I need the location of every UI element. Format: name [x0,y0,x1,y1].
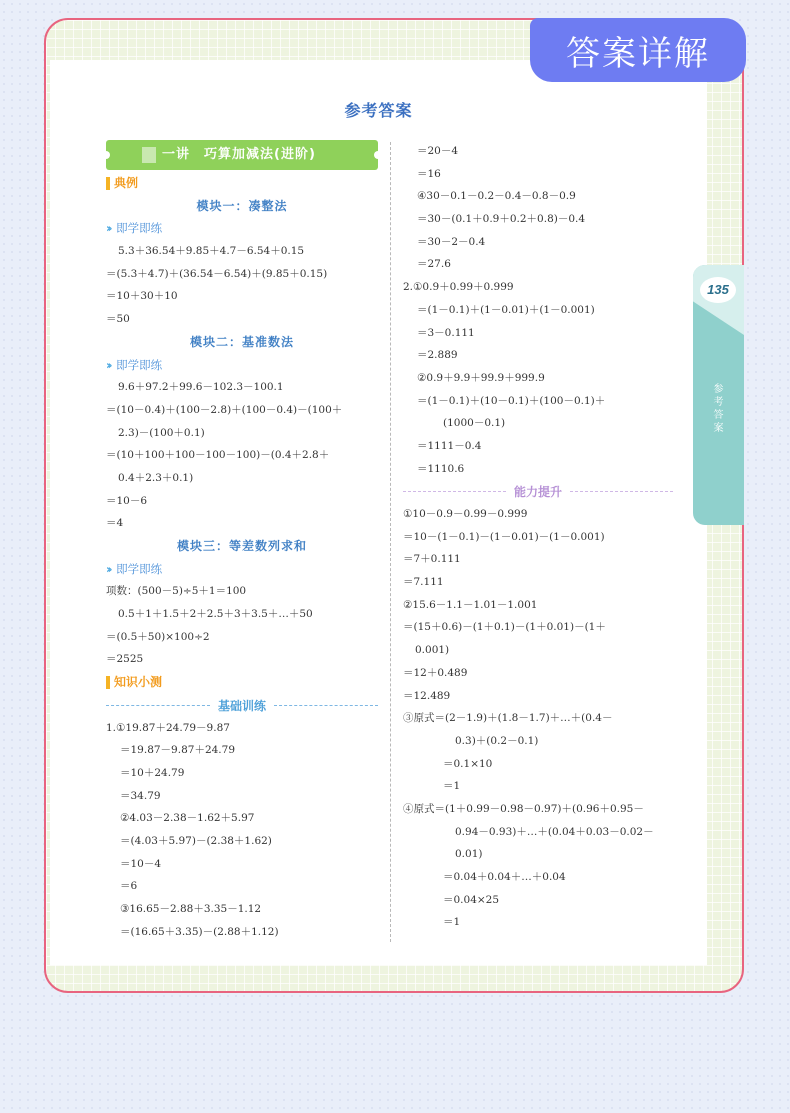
practice-label: ›› 即学即练 [106,561,163,576]
chevron-right-icon: ›› [106,561,110,576]
solution-line: ＝1111－0.4 [417,439,482,452]
solution-line: ＝(10＋100＋100－100－100)－(0.4＋2.8＋ [106,449,330,462]
side-tab [693,265,744,525]
solution-line: ＝4 [106,517,124,530]
ability-divider: 能力提升 [403,480,673,503]
solution-line: ＝30－2－0.4 [417,235,486,248]
left-column [106,140,378,943]
answer-detail-banner: 答案详解 [530,18,746,82]
solution-line: ＝0.04＋0.04＋…＋0.04 [443,871,566,883]
solution-line: 9.6＋97.2＋99.6－102.3－100.1 [118,381,284,394]
module-title: 模块三：等差数列求和 [176,539,307,553]
solution-line: ④原式＝(1＋0.99－0.98－0.97)＋(0.96＋0.95－ [403,802,644,815]
solution-line: ＝6 [120,880,138,893]
solution-line: ＝(10－0.4)＋(100－2.8)＋(100－0.4)－(100＋ [106,403,343,416]
chevron-right-icon: ›› [106,357,110,372]
solution-line: ＝3－0.111 [417,326,475,339]
solution-line: ＝0.1×10 [443,757,493,770]
solution-line: ＝2525 [106,653,144,666]
right-column [403,140,673,934]
solution-line: ＝1110.6 [417,462,465,475]
solution-line: ＝30－(0.1＋0.9＋0.2＋0.8)－0.4 [417,213,586,226]
basic-training-divider: 基础训练 [106,694,378,717]
page-number: 135 [700,277,736,303]
solution-line: ＝(1－0.1)＋(10－0.1)＋(100－0.1)＋ [417,394,606,407]
solution-line: ＝16 [417,167,441,180]
chapter-title: 一讲 巧算加减法(进阶) [162,147,316,162]
side-tab-label: 参 考 答 案 [713,384,724,434]
column-divider [390,142,391,942]
solution-line: ＝10－(1－0.1)－(1－0.01)－(1－0.001) [403,530,605,543]
solution-line: ＝2.889 [417,349,458,362]
solution-line: ＝1 [443,916,461,929]
solution-line: ＝34.79 [120,789,161,802]
solution-line: ＝(4.03＋5.97)－(2.38＋1.62) [120,834,272,847]
solution-line: 0.94－0.93)＋…＋(0.04＋0.03－0.02－ [455,825,654,838]
section-dianli: 典例 [106,172,378,195]
solution-line: 1.①19.87＋24.79－9.87 [106,721,230,734]
solution-line: ②0.9＋9.9＋99.9＋999.9 [417,371,545,384]
solution-line: ④30－0.1－0.2－0.4－0.8－0.9 [417,190,576,203]
solution-line: ＝12＋0.489 [403,666,468,679]
solution-line: 0.3)＋(0.2－0.1) [455,734,539,747]
solution-line: ＝20－4 [417,145,459,157]
practice-label: ›› 即学即练 [106,221,163,236]
solution-line: 0.01) [455,848,483,861]
solution-line: ＝1 [443,780,461,793]
solution-line: 0.4＋2.3＋0.1) [118,471,194,484]
solution-line: 0.001) [415,644,450,657]
chapter-header [106,140,378,170]
solution-line: ＝(15＋0.6)－(1＋0.1)－(1＋0.01)－(1＋ [403,621,606,634]
solution-line: ＝10＋30＋10 [106,290,178,303]
solution-line: ＝7＋0.111 [403,553,461,566]
solution-line: ③16.65－2.88＋3.35－1.12 [120,903,262,915]
solution-line: ③原式＝(2－1.9)＋(1.8－1.7)＋…＋(0.4－ [403,712,613,725]
solution-line: ＝27.6 [417,258,451,271]
solution-line: ＝7.111 [403,576,444,589]
page-title: 参考答案 [344,101,413,120]
solution-line: ＝(1－0.1)＋(1－0.01)＋(1－0.001) [417,303,595,316]
solution-line: 0.5＋1＋1.5＋2＋2.5＋3＋3.5＋…＋50 [118,608,313,621]
solution-line: ＝50 [106,313,130,326]
solution-line: 5.3＋36.54＋9.85＋4.7－6.54＋0.15 [118,245,305,258]
solution-line: ＝(0.5＋50)×100÷2 [106,630,210,643]
solution-line: ＝10＋24.79 [120,766,185,779]
solution-line: ＝(16.65＋3.35)－(2.88＋1.12) [120,925,279,938]
solution-line: ＝10－6 [106,494,148,507]
solution-line: ＝19.87－9.87＋24.79 [120,744,235,757]
module-title: 模块一：凑整法 [196,198,288,213]
solution-line: 2.3)－(100＋0.1) [118,426,205,439]
solution-line: ②15.6－1.1－1.01－1.001 [403,598,538,611]
module-title: 模块二：基准数法 [189,334,294,349]
solution-line: 项数：(500－5)÷5＋1＝100 [106,585,247,598]
solution-line: (1000－0.1) [443,417,506,430]
solution-line: 2.①0.9＋0.99＋0.999 [403,281,514,294]
solution-line: ＝0.04×25 [443,893,500,906]
solution-line: ＝(5.3＋4.7)＋(36.54－6.54)＋(9.85＋0.15) [106,267,328,280]
solution-line: ＝10－4 [120,857,162,870]
solution-line: ①10－0.9－0.99－0.999 [403,508,528,520]
chapter-number-mark [142,147,156,163]
chevron-right-icon: ›› [106,221,110,236]
solution-line: ＝12.489 [403,689,451,702]
section-quiz: 知识小测 [106,671,378,694]
solution-line: ②4.03－2.38－1.62＋5.97 [120,812,255,825]
practice-label: ›› 即学即练 [106,357,163,372]
